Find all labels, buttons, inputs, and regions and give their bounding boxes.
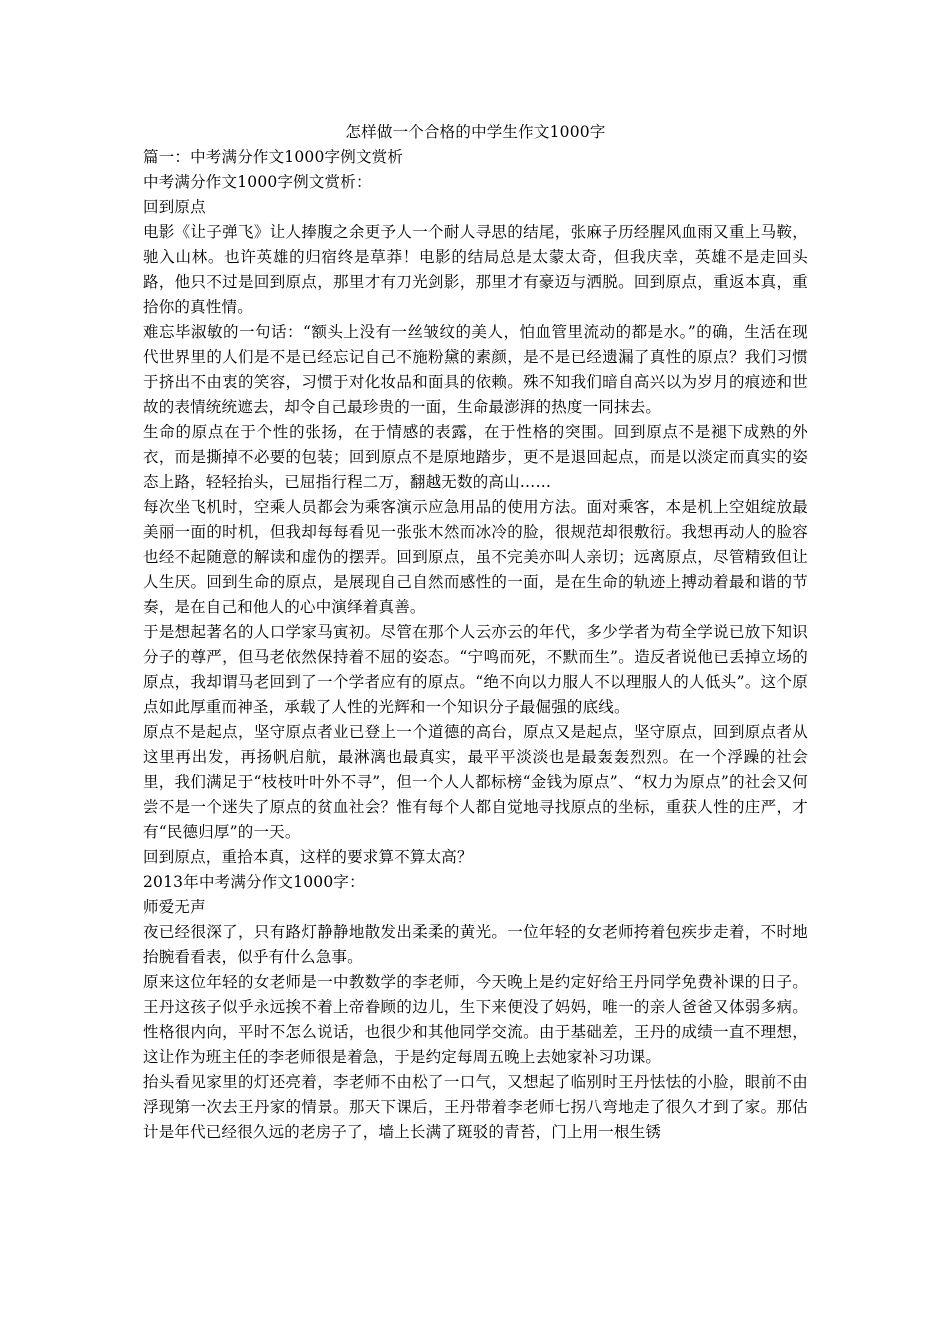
- document-body: [143, 120, 808, 1145]
- essay-title-silent-love: 师爱无声: [143, 898, 206, 916]
- paragraph: 原点不是起点，坚守原点者业已登上一个道德的高台，原点又是起点，坚守原点，回到原点者从这里再出发，再扬帆启航，最淋漓也最真实，最平平淡淡也是最轰轰烈烈。在一个浮躁的社会里，我们满足于“枝枝叶叶外不寻”，但一个人人都标榜“金钱为原点”、“权力为原点”的社会又何尝不是一个迷失了原点的贫血社会？惟有每个人都自觉地寻找原点的坐标，重获人性的庄严，才有“民德归厚”的一天。: [143, 723, 808, 841]
- document-title: 怎样做一个合格的中学生作文1000字: [345, 123, 606, 141]
- paragraph: 于是想起著名的人口学家马寅初。尽管在那个人云亦云的年代，多少学者为苟全学说已放下知识分子的尊严，但马老依然保持着不屈的姿态。“宁鸣而死，不默而生”。造反者说他已丢掉立场的原点，我却谓马老回到了一个学者应有的原点。“绝不向以力服人不以理服人的人低头”。这个原点如此厚重而神圣，承载了人性的光辉和一个知识分子最倔强的底线。: [143, 623, 808, 716]
- paragraph: 每次坐飞机时，空乘人员都会为乘客演示应急用品的使用方法。面对乘客，本是机上空姐绽放最美丽一面的时机，但我却每每看见一张张木然而冰冷的脸，很规范却很敷衍。我想再动人的脸容也经不起随意的解读和虚伪的摆弄。回到原点，虽不完美亦叫人亲切；远离原点，尽管精致但让人生厌。回到生命的原点，是展现自己自然而感性的一面，是在生命的轨迹上搏动着最和谐的节奏，是在自己和他人的心中演绎着真善。: [143, 498, 808, 616]
- heading-part-one: 篇一：中考满分作文1000字例文赏析: [143, 148, 404, 166]
- paragraph: 抬头看见家里的灯还亮着，李老师不由松了一口气，又想起了临别时王丹怯怯的小脸，眼前不由浮现第一次去王丹家的情景。那天下课后，王丹带着李老师七拐八弯地走了很久才到了家。那估计是年代已经很久远的老房子了，墙上长满了斑驳的青苔，门上用一根生锈: [143, 1073, 808, 1141]
- paragraph: 难忘毕淑敏的一句话：“额头上没有一丝皱纹的美人，怕血管里流动的都是水。”的确，生活在现代世界里的人们是不是已经忘记自己不施粉黛的素颜，是不是已经遗漏了真性的原点？我们习惯于挤出不由衷的笑容，习惯于对化妆品和面具的依赖。殊不知我们暗自高兴以为岁月的痕迹和世故的表情统统遮去，却令自己最珍贵的一面，生命最澎湃的热度一同抹去。: [143, 323, 808, 416]
- paragraph: 生命的原点在于个性的张扬，在于情感的表露，在于性格的突围。回到原点不是褪下成熟的外衣，而是撕掉不必要的包装；回到原点不是原地踏步，更不是退回起点，而是以淡定而真实的姿态上路，轻轻抬头，已屈指行程二万，翻越无数的高山……: [143, 423, 808, 491]
- paragraph: 夜已经很深了，只有路灯静静地散发出柔柔的黄光。一位年轻的女老师挎着包疾步走着，不时地抬腕看看表，似乎有什么急事。: [143, 923, 808, 966]
- essay-title-back-to-origin: 回到原点: [143, 198, 206, 216]
- subheading-example: 中考满分作文1000字例文赏析：: [143, 173, 372, 191]
- paragraph: 回到原点，重拾本真，这样的要求算不算太高？: [143, 848, 473, 866]
- subheading-2013: 2013年中考满分作文1000字：: [143, 873, 365, 891]
- paragraph: 原来这位年轻的女老师是一中教数学的李老师，今天晚上是约定好给王丹同学免费补课的日子。王丹这孩子似乎永远挨不着上帝眷顾的边儿，生下来便没了妈妈，唯一的亲人爸爸又体弱多病。性格很内向，平时不怎么说话，也很少和其他同学交流。由于基础差，王丹的成绩一直不理想，这让作为班主任的李老师很是着急，于是约定每周五晚上去她家补习功课。: [143, 973, 808, 1066]
- paragraph: 电影《让子弹飞》让人捧腹之余更予人一个耐人寻思的结尾，张麻子历经腥风血雨又重上马鞍，驰入山林。也许英雄的归宿终是草莽！电影的结局总是太蒙太奇，但我庆幸，英雄不是走回头路，他只不过是回到原点，那里才有刀光剑影，那里才有豪迈与洒脱。回到原点，重返本真，重拾你的真性情。: [143, 223, 808, 316]
